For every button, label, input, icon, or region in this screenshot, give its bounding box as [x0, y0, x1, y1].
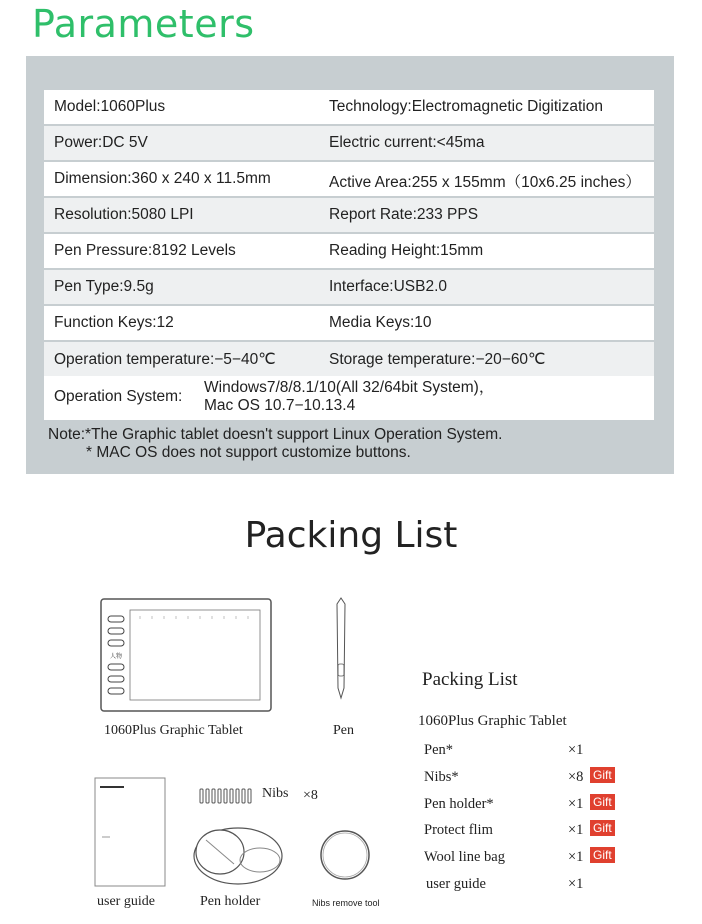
spec-left: Resolution:5080 LPI: [54, 206, 194, 223]
spec-row: [44, 234, 654, 268]
item-qty: ×8: [568, 769, 584, 785]
svg-text:人物: 人物: [110, 654, 123, 660]
gift-badge: Gift: [590, 794, 615, 810]
spec-right: Electric current:<45ma: [329, 134, 485, 151]
packing-list-header: 1060Plus Graphic Tablet: [418, 713, 567, 729]
spec-left: Dimension:360 x 240 x 11.5mm: [54, 170, 271, 187]
parameters-title: Parameters: [32, 2, 255, 46]
list-item: [424, 796, 624, 816]
spec-left: Power:DC 5V: [54, 134, 148, 151]
item-name: Wool line bag: [424, 849, 505, 865]
pen-holder-label: Pen holder: [200, 894, 261, 909]
item-name: Pen holder*: [424, 796, 494, 812]
pen-image: [330, 596, 352, 700]
item-qty: ×1: [568, 822, 584, 838]
spec-right: Reading Height:15mm: [329, 242, 484, 259]
spec-row: [44, 342, 654, 376]
item-qty: ×1: [568, 876, 584, 892]
gift-badge: Gift: [590, 847, 615, 863]
spec-right: Active Area:255 x 155mm（10x6.25 inches）: [329, 174, 641, 191]
gift-badge: Gift: [590, 767, 615, 783]
nibs-remove-tool-label: Nibs remove tool: [312, 898, 380, 908]
note-linux: Note:*The Graphic tablet doesn't support Linux Operation System.: [48, 426, 503, 443]
note-mac: * MAC OS does not support customize buttons.: [86, 444, 411, 461]
spec-right: Technology:Electromagnetic Digitization: [329, 98, 603, 115]
spec-panel: [26, 56, 674, 474]
tablet-label: 1060Plus Graphic Tablet: [104, 723, 243, 738]
spec-left: Operation temperature:−5−40℃: [54, 351, 276, 368]
nibs-label: Nibs: [262, 786, 289, 801]
gift-badge: Gift: [590, 820, 615, 836]
item-name: Protect flim: [424, 822, 493, 838]
spec-row: [44, 126, 654, 160]
spec-row: [44, 270, 654, 304]
item-qty: ×1: [568, 849, 584, 865]
nibs-qty-label: ×8: [303, 788, 318, 803]
list-item: [424, 742, 624, 762]
spec-row: [44, 90, 654, 124]
packing-list-subtitle: Packing List: [422, 669, 518, 690]
spec-row: [44, 198, 654, 232]
item-name: user guide: [426, 876, 486, 892]
list-item: [424, 822, 624, 842]
spec-right: Storage temperature:−20−60℃: [329, 351, 546, 368]
item-qty: ×1: [568, 796, 584, 812]
list-item: [424, 769, 624, 789]
item-qty: ×1: [568, 742, 584, 758]
spec-right: Interface:USB2.0: [329, 278, 448, 295]
list-item: [424, 876, 624, 896]
nibs-image: [198, 783, 254, 807]
pen-label: Pen: [333, 723, 354, 738]
user-guide-image: [94, 777, 166, 887]
spec-left: Function Keys:12: [54, 314, 174, 331]
os-label: Operation System:: [54, 388, 183, 405]
spec-left: Pen Pressure:8192 Levels: [54, 242, 236, 259]
os-values: [204, 379, 494, 415]
packing-list-title: Packing List: [244, 515, 458, 556]
os-line-mac: Mac OS 10.7−10.13.4: [204, 397, 356, 414]
spec-row: [44, 162, 654, 196]
spec-right: Media Keys:10: [329, 314, 432, 331]
notes: [48, 426, 502, 462]
os-line-windows: Windows7/8/8.1/10(All 32/64bit System)，: [204, 379, 495, 396]
item-name: Pen*: [424, 742, 453, 758]
spec-left: Pen Type:9.5g: [54, 278, 154, 295]
spec-right: Report Rate:233 PPS: [329, 206, 479, 223]
nibs-remove-tool-image: [318, 828, 372, 882]
tablet-image: [100, 598, 272, 712]
spec-left: Model:1060Plus: [54, 98, 166, 115]
os-row: [44, 376, 654, 420]
list-item: [424, 849, 624, 869]
pen-holder-image: [190, 822, 286, 890]
spec-row: [44, 306, 654, 340]
user-guide-label: user guide: [97, 894, 155, 909]
item-name: Nibs*: [424, 769, 459, 785]
